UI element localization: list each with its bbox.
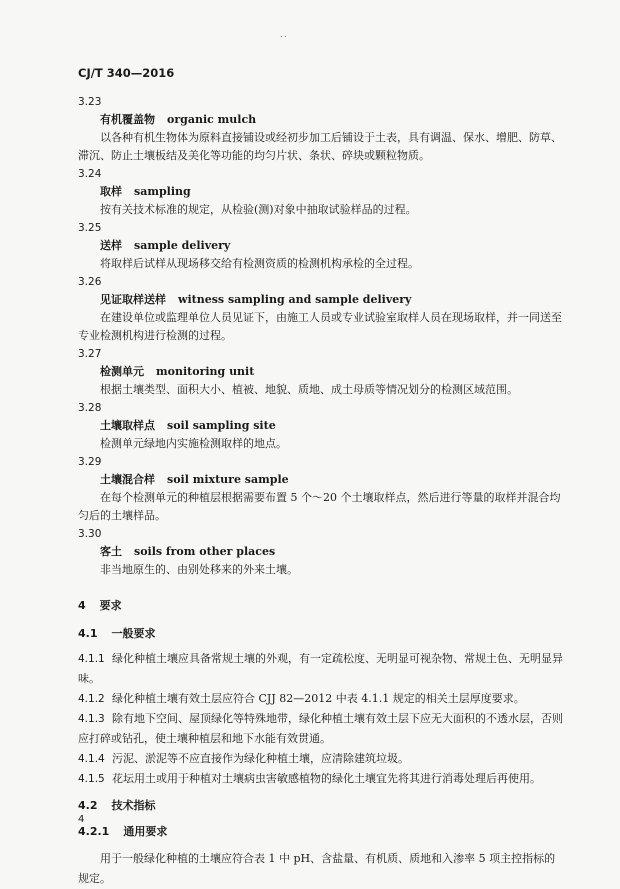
subsection-number: 4.2: [78, 799, 98, 812]
term-heading: [78, 417, 566, 435]
subsection-heading: [78, 795, 566, 817]
clause-text: 绿化种植土壤应具备常规土壤的外观，有一定疏松度、无明显可视杂物、常规土色、无明显异味。: [78, 652, 563, 685]
subsection-heading: [78, 623, 566, 645]
clause-number: 4.1.2: [78, 693, 105, 705]
clause-text: 除有地下空间、屋顶绿化等特殊地带，绿化种植土壤有效土层下应无大面积的不透水层，否则应打碎或钻孔，使土壤种植层和地下水能有效贯通。: [78, 712, 563, 745]
term-definition: 以各种有机生物体为原料直接铺设或经初步加工后铺设于土表，具有调温、保水、增肥、防草、滞沉、防止土壤板结及美化等功能的均匀片状、条状、碎块或颗粒物质。: [78, 131, 562, 162]
term-zh: 土壤混合样: [100, 473, 155, 486]
term-en: soils from other places: [134, 545, 276, 558]
subsection-number: 4.1: [78, 627, 98, 640]
term-number: 3.25: [78, 222, 102, 234]
term-number: 3.26: [78, 276, 102, 288]
term-number: 3.30: [78, 528, 102, 540]
term-entry: [78, 345, 566, 399]
clause: [78, 769, 566, 789]
term-number: 3.24: [78, 168, 102, 180]
term-definition: 将取样后试样从现场移交给有检测资质的检测机构承检的全过程。: [100, 257, 419, 270]
clause-text: 花坛用土或用于种植对土壤病虫害敏感植物的绿化土壤宜先将其进行消毒处理后再使用。: [112, 772, 541, 785]
scan-mark: ..: [280, 30, 288, 40]
subsubsection-title: 通用要求: [123, 825, 168, 838]
clause: [78, 749, 566, 769]
term-en: witness sampling and sample delivery: [178, 293, 412, 306]
term-zh: 土壤取样点: [100, 419, 155, 432]
subsection-title: 一般要求: [111, 627, 156, 640]
clause-number: 4.1.3: [78, 713, 105, 725]
subsubsection-heading: [78, 821, 566, 843]
term-number: 3.23: [78, 96, 102, 108]
term-en: monitoring unit: [156, 365, 255, 378]
term-definition: 检测单元绿地内实施检测取样的地点。: [100, 437, 287, 450]
clause: [78, 689, 566, 709]
term-en: sampling: [134, 185, 191, 198]
terms-list: [78, 93, 566, 579]
term-zh: 取样: [100, 185, 122, 198]
clause-number: 4.1.1: [78, 653, 105, 665]
term-zh: 有机覆盖物: [100, 113, 155, 126]
subsubsection-number: 4.2.1: [78, 825, 110, 838]
term-zh: 送样: [100, 239, 122, 252]
clause-text: 污泥、淤泥等不应直接作为绿化种植土壤，应清除建筑垃圾。: [112, 752, 409, 765]
document-body: [78, 93, 566, 889]
term-definition: 按有关技术标准的规定，从检验(测)对象中抽取试验样品的过程。: [100, 203, 417, 216]
term-definition: 在建设单位或监理单位人员见证下，由施工人员或专业试验室取样人员在现场取样，并一同送至专业检测机构进行检测的过程。: [78, 311, 562, 342]
standard-code: CJ/T 340—2016: [78, 66, 175, 80]
term-en: soil sampling site: [167, 419, 276, 432]
term-entry: [78, 399, 566, 453]
term-heading: [78, 471, 566, 489]
term-zh: 检测单元: [100, 365, 144, 378]
subsection-title: 技术指标: [111, 799, 156, 812]
term-definition: 非当地原生的、由别处移来的外来土壤。: [100, 563, 298, 576]
term-heading: [78, 543, 566, 561]
term-zh: 见证取样送样: [100, 293, 166, 306]
term-en: sample delivery: [134, 239, 231, 252]
term-number: 3.29: [78, 456, 102, 468]
term-en: soil mixture sample: [167, 473, 289, 486]
clause: [78, 649, 566, 689]
term-en: organic mulch: [167, 113, 257, 126]
term-entry: [78, 93, 566, 165]
term-definition: 根据土壤类型、面积大小、植被、地貌、质地、成土母质等情况划分的检测区域范围。: [100, 383, 518, 396]
term-entry: [78, 273, 566, 345]
section-number: 4: [78, 599, 86, 612]
clause-number: 4.1.4: [78, 753, 105, 765]
term-heading: [78, 237, 566, 255]
term-number: 3.27: [78, 348, 102, 360]
term-heading: [78, 111, 566, 129]
term-zh: 客土: [100, 545, 122, 558]
clauses-list: [78, 649, 566, 789]
term-entry: [78, 219, 566, 273]
section-title: 要求: [99, 599, 122, 612]
page-number: 4: [78, 814, 85, 825]
paragraph: 用于一般绿化种植的土壤应符合表 1 中 pH、含盐量、有机质、质地和入渗率 5 项主控指标的规定。: [78, 852, 556, 885]
term-heading: [78, 363, 566, 381]
term-entry: [78, 453, 566, 525]
clause: [78, 709, 566, 749]
term-heading: [78, 183, 566, 201]
term-entry: [78, 525, 566, 579]
term-heading: [78, 291, 566, 309]
section-heading: [78, 595, 566, 617]
term-entry: [78, 165, 566, 219]
term-definition: 在每个检测单元的种植层根据需要布置 5 个～20 个土壤取样点，然后进行等量的取样并混合均匀后的土壤样品。: [78, 491, 561, 522]
clause-text: 绿化种植土壤有效土层应符合 CJJ 82—2012 中表 4.1.1 规定的相关土层厚度要求。: [112, 692, 525, 705]
clause-number: 4.1.5: [78, 773, 105, 785]
term-number: 3.28: [78, 402, 102, 414]
